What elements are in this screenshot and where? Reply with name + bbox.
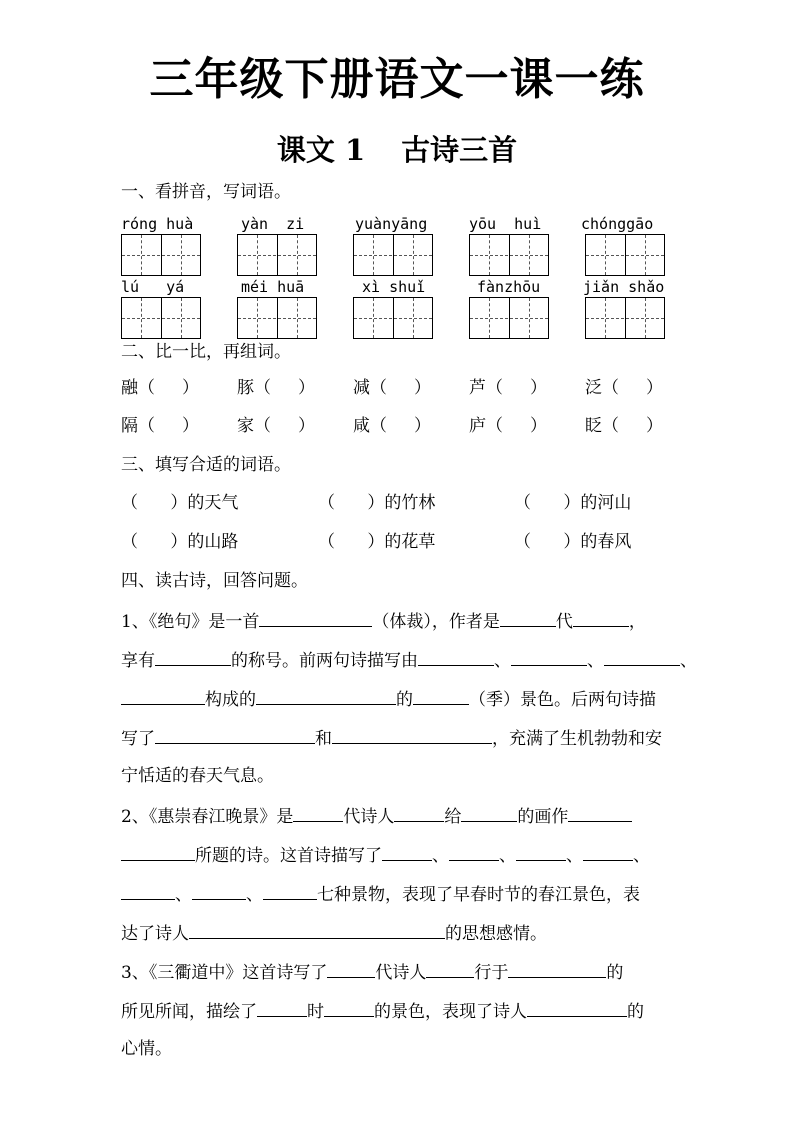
- question2-line4: 达了诗人 的思想感情。: [121, 920, 547, 946]
- writing-grid[interactable]: [121, 234, 201, 276]
- compare-item[interactable]: 泛（ ）: [585, 378, 664, 398]
- answer-blank[interactable]: [256, 686, 396, 705]
- answer-blank[interactable]: [527, 998, 627, 1017]
- section2-heading: 二、比一比，再组词。: [121, 342, 291, 362]
- lesson-title: [0, 130, 794, 170]
- question1-line2: 享有 的称号。前两句诗描写由 、 、 、: [121, 647, 697, 673]
- pinyin-label: yuànyāng: [355, 215, 428, 233]
- pinyin-label: yàn zi: [241, 215, 305, 233]
- pinyin-label: jiǎn shǎo: [583, 278, 665, 296]
- pinyin-label: yōu huì: [469, 215, 542, 233]
- fill-phrase[interactable]: （ ）的山路: [121, 532, 239, 552]
- answer-blank[interactable]: [257, 998, 307, 1017]
- fill-phrase[interactable]: （ ）的花草: [318, 532, 436, 552]
- fill-phrase[interactable]: （ ）的天气: [121, 493, 239, 513]
- question1-line1: 1、《绝句》是一首 （体裁），作者是 代 ，: [121, 608, 646, 634]
- fill-phrase[interactable]: （ ）的春风: [514, 532, 632, 552]
- answer-blank[interactable]: [382, 842, 432, 861]
- question1-line4: 写了 和 ，充满了生机勃勃和安: [121, 725, 662, 751]
- answer-blank[interactable]: [461, 803, 517, 822]
- writing-grid[interactable]: [353, 234, 433, 276]
- compare-item[interactable]: 咸（ ）: [353, 416, 432, 436]
- compare-item[interactable]: 融（ ）: [121, 378, 200, 398]
- answer-blank[interactable]: [324, 998, 374, 1017]
- compare-item[interactable]: 隔（ ）: [121, 416, 200, 436]
- question3-line2: 所见所闻，描绘了 时 的景色，表现了诗人 的: [121, 998, 644, 1024]
- answer-blank[interactable]: [121, 842, 195, 861]
- question3-line3: 心情。: [121, 1039, 172, 1059]
- compare-item[interactable]: 庐（ ）: [469, 416, 548, 436]
- question2-line2: 所题的诗。这首诗描写了 、 、 、 、: [121, 842, 650, 868]
- question1-line5: 宁恬适的春天气息。: [121, 766, 274, 786]
- answer-blank[interactable]: [293, 803, 343, 822]
- answer-blank[interactable]: [508, 959, 606, 978]
- pinyin-label: róng huà: [121, 215, 194, 233]
- pinyin-label: méi huā: [241, 278, 305, 296]
- lesson-number: 课文 1: [276, 133, 366, 167]
- question2-line1: 2、《惠崇春江晚景》是 代诗人 给 的画作: [121, 803, 632, 829]
- answer-blank[interactable]: [449, 842, 499, 861]
- pinyin-label: xì shuǐ: [362, 278, 426, 296]
- answer-blank[interactable]: [192, 881, 246, 900]
- answer-blank[interactable]: [327, 959, 375, 978]
- writing-grid[interactable]: [237, 297, 317, 339]
- answer-blank[interactable]: [511, 647, 587, 666]
- section3-heading: 三、填写合适的词语。: [121, 455, 291, 475]
- fill-phrase[interactable]: （ ）的河山: [514, 493, 632, 513]
- compare-item[interactable]: 芦（ ）: [469, 378, 548, 398]
- writing-grid[interactable]: [469, 234, 549, 276]
- answer-blank[interactable]: [332, 725, 492, 744]
- answer-blank[interactable]: [263, 881, 317, 900]
- answer-blank[interactable]: [155, 647, 231, 666]
- answer-blank[interactable]: [413, 686, 469, 705]
- answer-blank[interactable]: [155, 725, 315, 744]
- compare-item[interactable]: 家（ ）: [237, 416, 316, 436]
- question2-line3: 、 、 七种景物，表现了早春时节的春江景色，表: [121, 881, 640, 907]
- answer-blank[interactable]: [121, 881, 175, 900]
- writing-grid[interactable]: [237, 234, 317, 276]
- writing-grid[interactable]: [585, 297, 665, 339]
- answer-blank[interactable]: [573, 608, 629, 627]
- answer-blank[interactable]: [568, 803, 632, 822]
- answer-blank[interactable]: [418, 647, 494, 666]
- fill-phrase[interactable]: （ ）的竹林: [318, 493, 436, 513]
- compare-item[interactable]: 豚（ ）: [237, 378, 316, 398]
- worksheet-title: 三年级下册语文一课一练: [149, 54, 645, 105]
- answer-blank[interactable]: [500, 608, 556, 627]
- pinyin-label: chónggāo: [581, 215, 654, 233]
- writing-grid[interactable]: [353, 297, 433, 339]
- question3-line1: 3、《三衢道中》这首诗写了 代诗人 行于 的: [121, 959, 623, 985]
- answer-blank[interactable]: [189, 920, 445, 939]
- answer-blank[interactable]: [583, 842, 633, 861]
- writing-grid[interactable]: [121, 297, 201, 339]
- answer-blank[interactable]: [259, 608, 372, 627]
- pinyin-label: fànzhōu: [477, 278, 541, 296]
- writing-grid[interactable]: [469, 297, 549, 339]
- lesson-name: 古诗三首: [401, 133, 518, 167]
- answer-blank[interactable]: [394, 803, 444, 822]
- section1-heading: 一、看拼音，写词语。: [121, 182, 291, 202]
- answer-blank[interactable]: [426, 959, 474, 978]
- pinyin-label: lú yá: [121, 278, 185, 296]
- question1-line3: 构成的 的 （季）景色。后两句诗描: [121, 686, 656, 712]
- answer-blank[interactable]: [121, 686, 205, 705]
- compare-item[interactable]: 眨（ ）: [585, 416, 664, 436]
- section4-heading: 四、读古诗，回答问题。: [121, 571, 308, 591]
- answer-blank[interactable]: [516, 842, 566, 861]
- compare-item[interactable]: 减（ ）: [353, 378, 432, 398]
- answer-blank[interactable]: [604, 647, 680, 666]
- writing-grid[interactable]: [585, 234, 665, 276]
